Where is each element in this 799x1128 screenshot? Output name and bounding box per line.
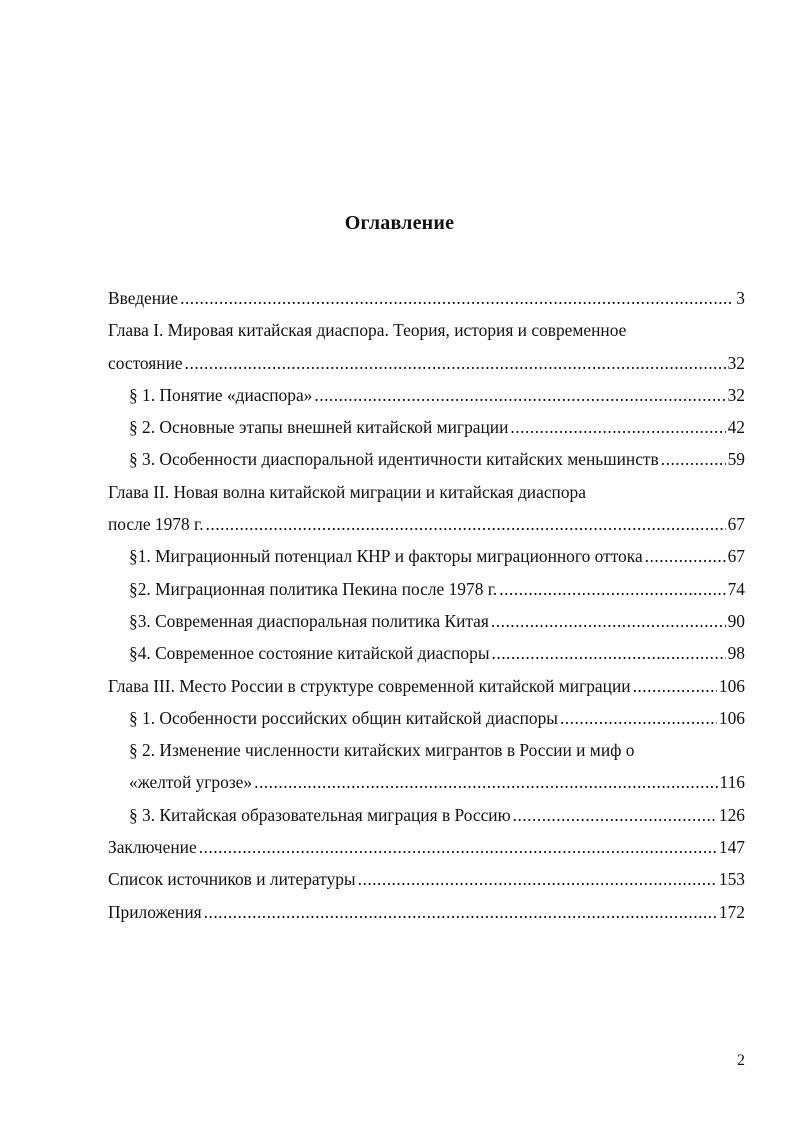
dot-leader [633,670,717,702]
toc-entry-bibliography [108,863,745,895]
toc-entry-page: 67 [727,514,745,535]
toc-entry-page: 98 [727,643,745,664]
toc-entry-label: Список источников и литературы [108,869,356,890]
toc-entry-chapter-1-line1: Глава I. Мировая китайская диаспора. Теория, история и современное [108,320,627,341]
toc-entry-label: Заключение [108,837,197,858]
toc-entry-page: 74 [727,578,745,599]
toc-entry-label: § 1. Понятие «диаспора» [129,384,313,405]
toc-entry-page: 147 [718,837,745,858]
toc-entry-chapter-2-line1: Глава II. Новая волна китайской миграции и китайская диаспора [108,481,586,502]
toc-entry-section-3-3 [129,799,745,831]
dot-leader [358,863,717,895]
toc-entry-label: Приложения [108,901,202,922]
toc-entry-section-2-4 [129,637,745,669]
dot-leader [185,347,726,379]
toc-entry-section-3-2-line1: § 2. Изменение численности китайских мигрантов в России и миф о [129,740,635,761]
toc-entry-chapter-1 [108,347,745,379]
page-number: 2 [737,1052,745,1069]
toc-entry-label: «желтой угрозе» [129,772,253,793]
toc-entry-page: 106 [718,675,745,696]
dot-leader [499,573,725,605]
dot-leader [254,766,717,798]
toc-entry-section-1-2 [129,411,745,443]
dot-leader [204,896,717,928]
toc-entry-label: § 3. Китайская образовательная миграция в Россию [129,804,511,825]
toc-entry-label: Введение [108,288,179,308]
dot-leader [206,508,726,540]
toc-entry-section-2-3 [129,605,745,637]
toc-entry-section-3-1 [129,702,745,734]
toc-entry-section-1-1 [129,379,745,411]
dot-leader [180,282,734,314]
toc-entry-section-2-2 [129,573,745,605]
dot-leader [645,540,726,572]
table-of-contents [108,282,745,928]
page-title: Оглавление [344,212,455,234]
toc-entry-section-3-2 [129,766,745,798]
dot-leader [513,799,717,831]
dot-leader [661,443,726,475]
toc-entry-page: 172 [718,901,745,922]
toc-entry-page: 126 [718,804,745,825]
toc-entry-label: Глава III. Место России в структуре современной китайской миграции [108,675,631,696]
toc-entry-label: §1. Миграционный потенциал КНР и факторы миграционного оттока [129,546,643,567]
toc-entry-page: 106 [718,707,745,728]
dot-leader [199,831,717,863]
toc-entry-page: 32 [727,384,745,405]
toc-entry-page: 90 [727,610,745,631]
toc-entry-section-2-1 [129,540,745,572]
toc-entry-page: 67 [727,546,745,567]
toc-entry-page: 59 [727,449,745,470]
toc-entry-section-1-3 [129,443,745,475]
toc-entry-chapter-2 [108,508,745,540]
toc-entry-page: 42 [727,417,745,438]
toc-entry-label: § 3. Особенности диаспоральной идентичности китайских меньшинств [129,449,659,470]
toc-entry-label: §2. Миграционная политика Пекина после 1978 г. [129,578,498,599]
toc-entry-page: 32 [727,352,745,373]
toc-entry-introduction [108,282,745,314]
dot-leader [560,702,717,734]
toc-entry-label: § 1. Особенности российских общин китайской диаспоры [129,707,558,728]
dot-leader [492,637,726,669]
toc-entry-appendices [108,896,745,928]
dot-leader [491,605,726,637]
toc-entry-label: после 1978 г. [108,514,204,535]
toc-entry-page: 116 [719,772,745,793]
dot-leader [510,411,725,443]
toc-entry-label: § 2. Основные этапы внешней китайской миграции [129,417,509,438]
toc-entry-page: 153 [718,869,745,890]
toc-entry-label: §3. Современная диаспоральная политика Китая [129,610,489,631]
toc-entry-page: 3 [736,288,745,308]
toc-entry-label: состояние [108,352,183,373]
dot-leader [314,379,725,411]
toc-entry-label: §4. Современное состояние китайской диаспоры [129,643,490,664]
toc-entry-chapter-3 [108,670,745,702]
toc-entry-conclusion [108,831,745,863]
